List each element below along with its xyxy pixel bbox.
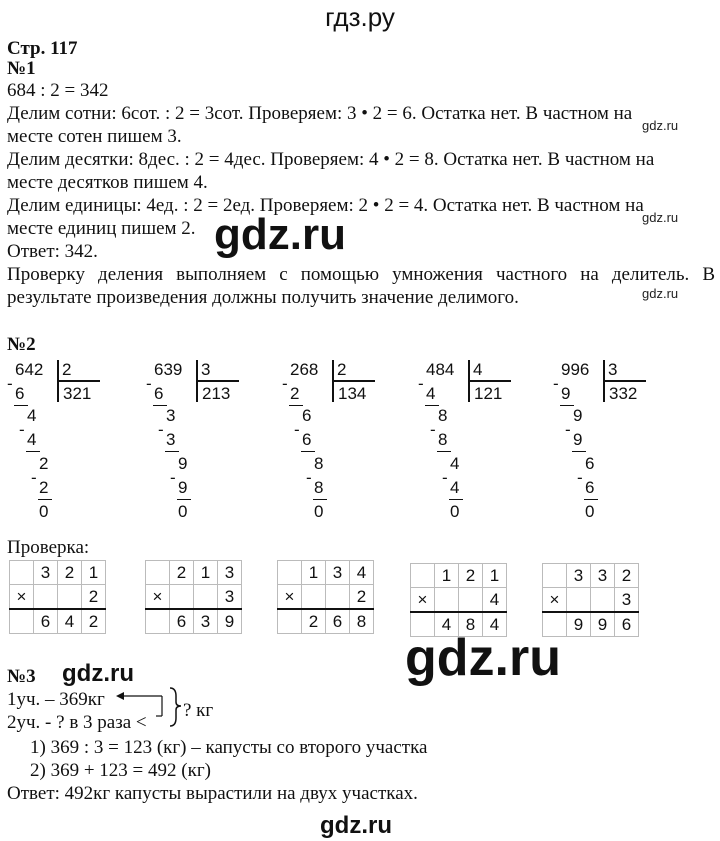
minus-sign: -	[430, 420, 436, 439]
check-cell: 2	[459, 564, 483, 588]
subtraction-line	[153, 405, 167, 406]
division-step: 9	[178, 454, 188, 473]
long-division	[7, 358, 117, 521]
check-cell: 4	[350, 561, 374, 585]
check-cell: ×	[411, 588, 435, 613]
check-cell: 4	[483, 588, 507, 613]
task3-answer: Ответ: 492кг капусты вырастили на двух участках.	[7, 783, 418, 804]
task1-paragraph: Проверку деления выполняем с помощью умножения частного на делитель. В результате произведения должны получить значение делимого.	[7, 264, 715, 308]
task3-question: ? кг	[183, 700, 214, 721]
quotient: 121	[474, 384, 503, 403]
division-step: 2	[290, 384, 300, 403]
quotient: 321	[63, 384, 92, 403]
check-cell	[459, 588, 483, 613]
check-cell: ×	[278, 585, 302, 610]
subtraction-line	[165, 451, 179, 452]
division-step: 6	[585, 454, 595, 473]
division-step: 4	[27, 406, 37, 425]
long-division	[146, 358, 256, 521]
division-step: 6	[585, 478, 595, 497]
division-step: 3	[166, 406, 176, 425]
division-step: 3	[166, 430, 176, 449]
division-step: 0	[39, 502, 49, 521]
subtraction-line	[437, 451, 451, 452]
check-cell	[411, 564, 435, 588]
check-cell: 1	[483, 564, 507, 588]
task3-step1: 1) 369 : 3 = 123 (кг) – капусты со второго участка	[30, 737, 428, 758]
divisor: 3	[201, 360, 211, 379]
check-cell: 2	[350, 585, 374, 610]
check-cell: 1	[194, 561, 218, 585]
minus-sign: -	[31, 468, 37, 487]
watermark-medium: gdz.ru	[62, 660, 134, 687]
check-cell	[34, 585, 58, 610]
subtraction-line	[584, 499, 598, 500]
division-step: 4	[450, 478, 460, 497]
division-bracket	[58, 380, 100, 382]
check-cell	[411, 612, 435, 637]
task1-line: Делим единицы: 4ед. : 2 = 2ед. Проверяем: 2 • 2 = 4. Остатка нет. В частном на	[7, 195, 644, 216]
check-cell: 2	[82, 609, 106, 634]
task1-line: месте единиц пишем 2.	[7, 218, 196, 239]
check-cell: 3	[615, 588, 639, 613]
check-cell	[194, 585, 218, 610]
task1-line: месте десятков пишем 4.	[7, 172, 208, 193]
check-cell	[58, 585, 82, 610]
subtraction-line	[572, 451, 586, 452]
quotient: 213	[202, 384, 231, 403]
check-cell	[10, 609, 34, 634]
page-number: Стр. 117	[7, 38, 78, 59]
subtraction-line	[301, 451, 315, 452]
task1-answer: Ответ: 342.	[7, 241, 98, 262]
site-title: гдз.ру	[325, 2, 395, 32]
check-table	[277, 560, 374, 634]
check-cell: 1	[82, 561, 106, 585]
check-cell: ×	[10, 585, 34, 610]
minus-sign: -	[7, 374, 13, 393]
task3-label: №3	[7, 666, 36, 687]
check-cell: 3	[218, 561, 242, 585]
minus-sign: -	[146, 374, 152, 393]
long-division	[553, 358, 663, 521]
check-cell: 1	[435, 564, 459, 588]
check-cell	[543, 612, 567, 637]
check-cell: 6	[170, 609, 194, 634]
subtraction-line	[14, 405, 28, 406]
minus-sign: -	[306, 468, 312, 487]
check-cell	[146, 609, 170, 634]
dividend: 642	[15, 360, 44, 379]
division-step: 2	[39, 478, 49, 497]
task3-step2: 2) 369 + 123 = 492 (кг)	[30, 760, 211, 781]
division-step: 0	[178, 502, 188, 521]
subtraction-line	[26, 451, 40, 452]
subtraction-line	[313, 499, 327, 500]
check-cell	[10, 561, 34, 585]
check-cell: ×	[543, 588, 567, 613]
task1-line: Делим десятки: 8дес. : 2 = 4дес. Проверяем: 4 • 2 = 8. Остатка нет. В частном на	[7, 149, 655, 170]
quotient: 134	[338, 384, 367, 403]
check-cell	[302, 585, 326, 610]
quotient: 332	[609, 384, 638, 403]
division-step: 8	[438, 406, 448, 425]
minus-sign: -	[282, 374, 288, 393]
check-cell	[170, 585, 194, 610]
division-step: 8	[314, 478, 324, 497]
division-step: 9	[573, 406, 583, 425]
check-cell: 2	[302, 609, 326, 634]
check-cell	[146, 561, 170, 585]
check-cell: 2	[82, 585, 106, 610]
comparison-arrow	[112, 684, 188, 734]
watermark: gdz.ru	[642, 118, 679, 133]
division-bracket	[197, 380, 239, 382]
division-step: 4	[27, 430, 37, 449]
check-cell	[278, 561, 302, 585]
watermark-medium: gdz.ru	[320, 812, 392, 839]
subtraction-line	[560, 405, 574, 406]
check-cell: 1	[302, 561, 326, 585]
check-cell: 9	[218, 609, 242, 634]
subtraction-line	[177, 499, 191, 500]
check-cell: 8	[350, 609, 374, 634]
minus-sign: -	[170, 468, 176, 487]
check-label: Проверка:	[7, 537, 90, 558]
check-cell: 4	[58, 609, 82, 634]
check-cell: 3	[194, 609, 218, 634]
check-cell: 3	[34, 561, 58, 585]
subtraction-line	[425, 405, 439, 406]
check-cell	[326, 585, 350, 610]
minus-sign: -	[19, 420, 25, 439]
long-division	[418, 358, 528, 521]
check-table	[9, 560, 106, 634]
minus-sign: -	[577, 468, 583, 487]
division-step: 9	[573, 430, 583, 449]
division-step: 6	[302, 430, 312, 449]
check-table	[542, 563, 639, 637]
check-cell: 2	[615, 564, 639, 588]
check-cell	[435, 588, 459, 613]
watermark: gdz.ru	[642, 210, 679, 225]
division-step: 0	[314, 502, 324, 521]
check-cell: 4	[483, 612, 507, 637]
dividend: 639	[154, 360, 183, 379]
division-step: 6	[15, 384, 25, 403]
check-table	[145, 560, 242, 634]
division-step: 9	[561, 384, 571, 403]
dividend: 484	[426, 360, 455, 379]
check-cell: 3	[218, 585, 242, 610]
division-step: 6	[154, 384, 164, 403]
division-bracket	[604, 380, 646, 382]
minus-sign: -	[158, 420, 164, 439]
watermark-large: gdz.ru	[214, 210, 346, 259]
minus-sign: -	[553, 374, 559, 393]
minus-sign: -	[442, 468, 448, 487]
task1-label: №1	[7, 58, 36, 79]
watermark-large: gdz.ru	[405, 629, 561, 687]
check-cell	[543, 564, 567, 588]
check-table	[410, 563, 507, 637]
subtraction-line	[449, 499, 463, 500]
check-cell: 9	[567, 612, 591, 637]
check-cell: ×	[146, 585, 170, 610]
long-division	[282, 358, 392, 521]
check-cell: 2	[58, 561, 82, 585]
check-cell: 3	[567, 564, 591, 588]
check-cell: 6	[34, 609, 58, 634]
divisor: 2	[337, 360, 347, 379]
subtraction-line	[38, 499, 52, 500]
check-cell: 3	[591, 564, 615, 588]
check-cell	[567, 588, 591, 613]
division-step: 2	[39, 454, 49, 473]
divisor: 4	[473, 360, 483, 379]
minus-sign: -	[418, 374, 424, 393]
check-cell: 4	[435, 612, 459, 637]
check-cell: 8	[459, 612, 483, 637]
divisor: 3	[608, 360, 618, 379]
task1-line: Делим сотни: 6сот. : 2 = 3сот. Проверяем: 3 • 2 = 6. Остатка нет. В частном на	[7, 103, 633, 124]
task2-label: №2	[7, 334, 36, 355]
division-bracket	[469, 380, 511, 382]
task3-line2: 2уч. - ? в 3 раза <	[7, 712, 147, 733]
division-step: 8	[314, 454, 324, 473]
check-cell: 6	[326, 609, 350, 634]
division-step: 6	[302, 406, 312, 425]
task3-line1: 1уч. – 369кг	[7, 689, 105, 710]
watermark: gdz.ru	[642, 286, 679, 301]
division-step: 9	[178, 478, 188, 497]
dividend: 268	[290, 360, 319, 379]
check-cell	[278, 609, 302, 634]
check-cell: 2	[170, 561, 194, 585]
minus-sign: -	[294, 420, 300, 439]
check-cell	[591, 588, 615, 613]
division-bracket	[333, 380, 375, 382]
division-step: 4	[450, 454, 460, 473]
check-cell: 6	[615, 612, 639, 637]
division-step: 0	[450, 502, 460, 521]
dividend: 996	[561, 360, 590, 379]
division-step: 8	[438, 430, 448, 449]
task1-line: 684 : 2 = 342	[7, 80, 109, 101]
check-cell: 3	[326, 561, 350, 585]
divisor: 2	[62, 360, 72, 379]
minus-sign: -	[565, 420, 571, 439]
division-step: 4	[426, 384, 436, 403]
check-cell: 9	[591, 612, 615, 637]
task1-line: месте сотен пишем 3.	[7, 126, 182, 147]
subtraction-line	[289, 405, 303, 406]
division-step: 0	[585, 502, 595, 521]
